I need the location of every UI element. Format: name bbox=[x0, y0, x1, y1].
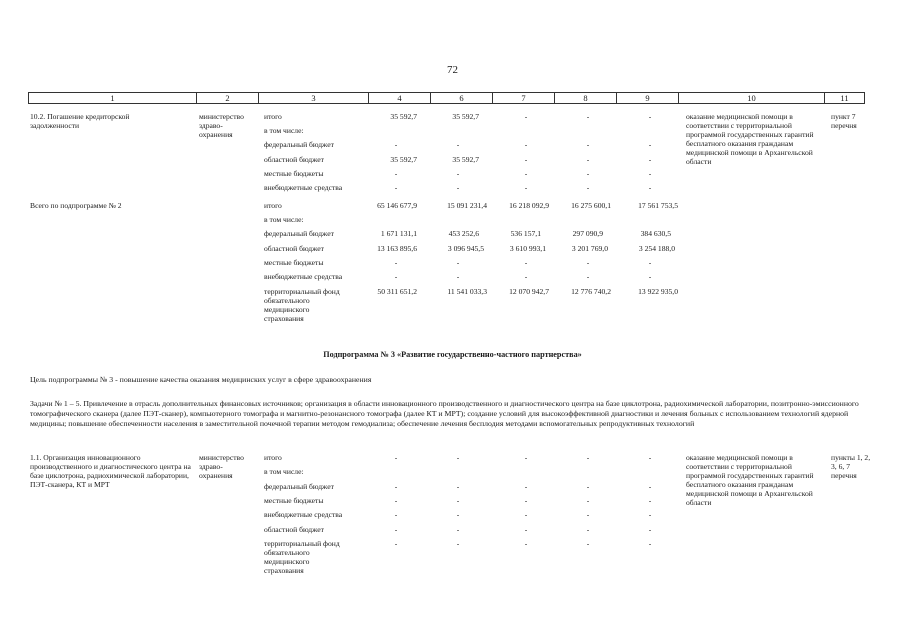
page-number: 72 bbox=[447, 64, 458, 76]
expected-result: оказание медицинской помощи в соответствии с территориальной программой государственных гарантий бесплатного оказания гражданам медицинской помощи в Архангельской области bbox=[686, 112, 814, 166]
executor-ministry: охранения bbox=[199, 130, 233, 139]
value-cell: - bbox=[394, 183, 398, 192]
value-cell: - bbox=[648, 482, 652, 491]
value-cell: 11 541 033,3 bbox=[447, 287, 487, 296]
column-header: 7 bbox=[493, 93, 555, 104]
value-cell: - bbox=[648, 140, 652, 149]
value-cell: - bbox=[648, 155, 652, 164]
value-cell: - bbox=[394, 453, 398, 462]
value-cell: - bbox=[524, 169, 528, 178]
column-header: 2 bbox=[197, 93, 259, 104]
value-cell: - bbox=[456, 525, 460, 534]
value-cell: - bbox=[586, 482, 590, 491]
value-cell: - bbox=[524, 112, 528, 121]
source-label: областной бюджет bbox=[264, 155, 324, 164]
value-cell: - bbox=[456, 183, 460, 192]
value-cell: - bbox=[586, 155, 590, 164]
executor-ministry: министерство bbox=[199, 112, 244, 121]
source-label: территориальный фонд bbox=[264, 287, 340, 296]
executor-ministry: здраво- bbox=[199, 462, 223, 471]
value-cell: 536 157,1 bbox=[510, 229, 541, 238]
source-label: внебюджетные средства bbox=[264, 272, 343, 281]
source-label: итого bbox=[264, 201, 282, 210]
value-cell: 12 776 740,2 bbox=[571, 287, 611, 296]
value-cell: 17 561 753,5 bbox=[638, 201, 678, 210]
value-cell: - bbox=[648, 169, 652, 178]
source-label: внебюджетные средства bbox=[264, 183, 343, 192]
source-label: федеральный бюджет bbox=[264, 140, 334, 149]
value-cell: - bbox=[524, 539, 528, 548]
value-cell: 384 630,5 bbox=[640, 229, 671, 238]
value-cell: 35 592,7 bbox=[452, 112, 479, 121]
row-title-1-1: 1.1. Организация инновационного производственного и диагностического центра на базе циклотрона, радиохимической лаборатории, ПЭТ-сканера, КТ и МРТ bbox=[30, 453, 191, 489]
value-cell: 1 671 131,1 bbox=[380, 229, 417, 238]
executor-ministry: охранения bbox=[199, 471, 233, 480]
value-cell: - bbox=[524, 183, 528, 192]
value-cell: 3 254 188,0 bbox=[638, 244, 675, 253]
subprogram-title: Подпрограмма № 3 «Развитие государственно-частного партнерства» bbox=[323, 350, 582, 359]
value-cell: 35 592,7 bbox=[390, 155, 417, 164]
value-cell: - bbox=[586, 525, 590, 534]
value-cell: - bbox=[524, 140, 528, 149]
source-label: федеральный бюджет bbox=[264, 482, 334, 491]
column-header: 3 bbox=[259, 93, 369, 104]
source-label: территориальный фонд bbox=[264, 539, 340, 548]
value-cell: - bbox=[586, 496, 590, 505]
value-cell: - bbox=[394, 258, 398, 267]
value-cell: - bbox=[524, 496, 528, 505]
source-label: страхования bbox=[264, 314, 304, 323]
value-cell: 16 275 600,1 bbox=[571, 201, 611, 210]
reference: пункт 7 перечня bbox=[831, 112, 857, 130]
column-header: 8 bbox=[555, 93, 617, 104]
value-cell: 3 096 945,5 bbox=[447, 244, 484, 253]
value-cell: 16 218 092,9 bbox=[509, 201, 549, 210]
value-cell: - bbox=[648, 258, 652, 267]
value-cell: - bbox=[524, 482, 528, 491]
value-cell: - bbox=[586, 140, 590, 149]
value-cell: 35 592,7 bbox=[452, 155, 479, 164]
value-cell: 65 146 677,9 bbox=[377, 201, 417, 210]
total-title: Всего по подпрограмме № 2 bbox=[30, 201, 122, 210]
value-cell: - bbox=[586, 183, 590, 192]
value-cell: 3 201 769,0 bbox=[571, 244, 608, 253]
value-cell: - bbox=[394, 525, 398, 534]
value-cell: - bbox=[586, 169, 590, 178]
value-cell: - bbox=[456, 510, 460, 519]
value-cell: - bbox=[648, 453, 652, 462]
executor-ministry: министерство bbox=[199, 453, 244, 462]
source-label: в том числе: bbox=[264, 215, 304, 224]
column-number-header bbox=[28, 92, 865, 104]
row-title-10-2: 10.2. Погашение кредиторской задолженности bbox=[30, 112, 130, 130]
expected-result: оказание медицинской помощи в соответствии с территориальной программой государственных гарантий бесплатного оказания гражданам медицинской помощи в Архангельской области bbox=[686, 453, 814, 507]
value-cell: - bbox=[586, 272, 590, 281]
source-label: страхования bbox=[264, 566, 304, 575]
column-header: 6 bbox=[431, 93, 493, 104]
value-cell: 15 091 231,4 bbox=[447, 201, 487, 210]
value-cell: - bbox=[394, 496, 398, 505]
source-label: федеральный бюджет bbox=[264, 229, 334, 238]
source-label: обязательного bbox=[264, 548, 310, 557]
value-cell: - bbox=[586, 453, 590, 462]
executor-ministry: здраво- bbox=[199, 121, 223, 130]
value-cell: 12 070 942,7 bbox=[509, 287, 549, 296]
value-cell: - bbox=[456, 539, 460, 548]
value-cell: 3 610 993,1 bbox=[509, 244, 546, 253]
source-label: в том числе: bbox=[264, 126, 304, 135]
source-label: итого bbox=[264, 453, 282, 462]
value-cell: - bbox=[586, 112, 590, 121]
value-cell: - bbox=[524, 510, 528, 519]
source-label: обязательного bbox=[264, 296, 310, 305]
value-cell: - bbox=[456, 140, 460, 149]
value-cell: - bbox=[586, 539, 590, 548]
value-cell: 35 592,7 bbox=[390, 112, 417, 121]
value-cell: - bbox=[524, 272, 528, 281]
value-cell: - bbox=[394, 510, 398, 519]
value-cell: - bbox=[394, 140, 398, 149]
value-cell: - bbox=[524, 453, 528, 462]
value-cell: - bbox=[524, 258, 528, 267]
source-label: местные бюджеты bbox=[264, 496, 324, 505]
value-cell: - bbox=[394, 272, 398, 281]
value-cell: 13 163 895,6 bbox=[377, 244, 417, 253]
column-header: 10 bbox=[679, 93, 825, 104]
source-label: медицинского bbox=[264, 305, 310, 314]
source-label: областной бюджет bbox=[264, 525, 324, 534]
column-header: 9 bbox=[617, 93, 679, 104]
value-cell: - bbox=[456, 272, 460, 281]
source-label: итого bbox=[264, 112, 282, 121]
value-cell: - bbox=[586, 258, 590, 267]
value-cell: 297 090,9 bbox=[572, 229, 603, 238]
column-header: 11 bbox=[825, 93, 865, 104]
value-cell: - bbox=[524, 155, 528, 164]
column-header: 1 bbox=[29, 93, 197, 104]
value-cell: - bbox=[648, 496, 652, 505]
reference: пункты 1, 2, 3, 6, 7 перечня bbox=[831, 453, 871, 480]
value-cell: - bbox=[456, 496, 460, 505]
value-cell: - bbox=[456, 169, 460, 178]
value-cell: - bbox=[524, 525, 528, 534]
value-cell: 13 922 935,0 bbox=[638, 287, 678, 296]
value-cell: - bbox=[394, 482, 398, 491]
value-cell: - bbox=[648, 272, 652, 281]
value-cell: 50 311 651,2 bbox=[377, 287, 417, 296]
subprogram-goal: Цель подпрограммы № 3 - повышение качества оказания медицинских услуг в сфере здравоохранения bbox=[30, 375, 372, 384]
source-label: местные бюджеты bbox=[264, 258, 324, 267]
column-header: 4 bbox=[369, 93, 431, 104]
source-label: медицинского bbox=[264, 557, 310, 566]
value-cell: - bbox=[456, 482, 460, 491]
source-label: в том числе: bbox=[264, 467, 304, 476]
value-cell: - bbox=[648, 525, 652, 534]
value-cell: - bbox=[648, 539, 652, 548]
value-cell: - bbox=[648, 183, 652, 192]
value-cell: - bbox=[394, 169, 398, 178]
source-label: местные бюджеты bbox=[264, 169, 324, 178]
value-cell: - bbox=[648, 112, 652, 121]
source-label: областной бюджет bbox=[264, 244, 324, 253]
value-cell: - bbox=[456, 258, 460, 267]
source-label: внебюджетные средства bbox=[264, 510, 343, 519]
value-cell: - bbox=[394, 539, 398, 548]
subprogram-tasks: Задачи № 1 – 5. Привлечение в отрасль дополнительных финансовых источников; организация в области инновационного производственного и диагностического центра на базе циклотрона, радиохимической лаборатории, позитронно-эмиссионного томографического сканера (далее ПЭТ-сканер), компьютерного томографа и магнитно-резонансного томографа (далее КТ и МРТ); создание условий для высокоэффективной диагностики и лечения больных с использованием технологий ядерной медицины; повышение обеспеченности населения в заместительной почечной терапии методом гемодиализа; обеспечение лечения бесплодия методами вспомогательных репродуктивных технологий bbox=[30, 399, 859, 429]
value-cell: 453 252,6 bbox=[448, 229, 479, 238]
value-cell: - bbox=[456, 453, 460, 462]
value-cell: - bbox=[586, 510, 590, 519]
value-cell: - bbox=[648, 510, 652, 519]
